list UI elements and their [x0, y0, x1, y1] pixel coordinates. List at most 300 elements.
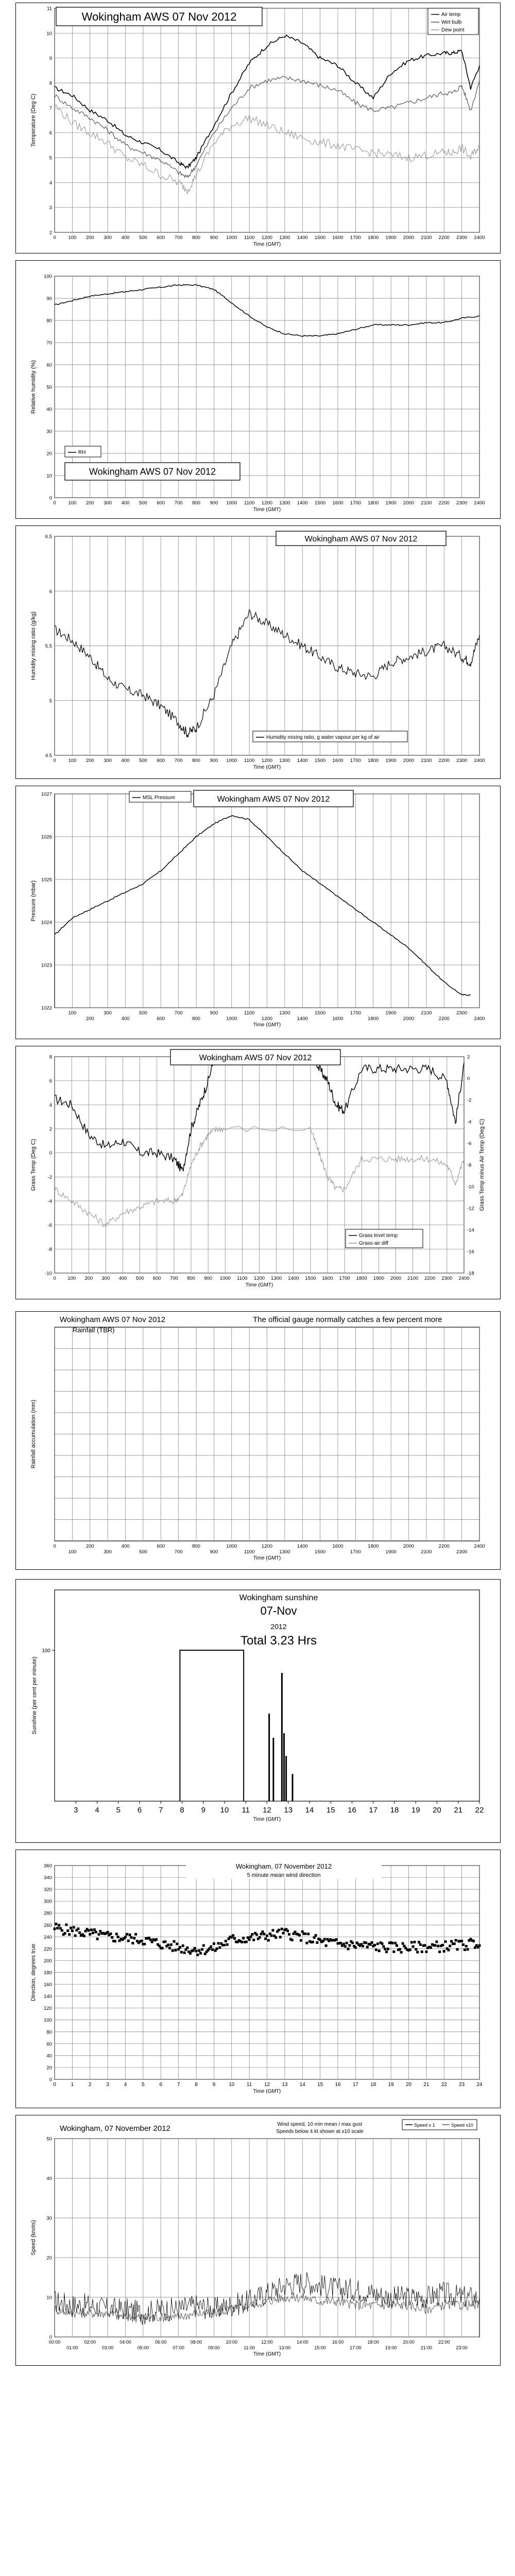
y-tick-label: 1026 — [41, 834, 52, 840]
y-tick-label: 360 — [44, 1863, 52, 1869]
direction-point — [413, 1941, 416, 1943]
x-tick-label: 1400 — [297, 1544, 308, 1549]
direction-point — [179, 1946, 181, 1948]
x-tick-label: 300 — [101, 1276, 110, 1281]
direction-point — [455, 1939, 457, 1942]
direction-point — [307, 1933, 310, 1935]
direction-point — [378, 1950, 381, 1952]
x-tick-label: 1800 — [368, 758, 379, 764]
x-tick-label: 1600 — [332, 1544, 344, 1549]
x-tick-label: 300 — [104, 235, 112, 241]
direction-point — [396, 1944, 398, 1947]
x-tick-label: 1600 — [332, 758, 344, 764]
direction-point — [107, 1931, 109, 1934]
direction-point — [339, 1942, 342, 1944]
y-tick-label: 1023 — [41, 962, 52, 969]
direction-point — [96, 1938, 99, 1940]
x-tick-label: 2300 — [456, 500, 468, 506]
direction-point — [366, 1946, 369, 1948]
x-tick-label: 00:00 — [48, 2340, 61, 2345]
x-tick-label: 10 — [229, 2082, 235, 2088]
x-tick-label: 300 — [104, 758, 112, 764]
direction-point — [472, 1940, 475, 1942]
chart-title: Wokingham AWS 07 Nov 2012 — [217, 794, 330, 804]
y2-tick-label: -2 — [467, 1097, 472, 1104]
direction-point — [217, 1942, 219, 1945]
y-tick-label: -10 — [45, 1270, 52, 1277]
direction-point — [335, 1938, 338, 1941]
x-tick-label: 600 — [152, 1276, 161, 1281]
x-tick-label: 0 — [53, 235, 56, 241]
x-tick-label: 1100 — [244, 500, 255, 506]
direction-point — [261, 1930, 264, 1933]
direction-point — [402, 1942, 404, 1945]
direction-point — [478, 1944, 481, 1947]
y-axis-label: Humidity mixing ratio (g/kg) — [30, 611, 37, 681]
x-tick-label: 1900 — [385, 235, 397, 241]
x-tick-label: 21:00 — [420, 2345, 433, 2350]
x-tick-label: 300 — [104, 1549, 112, 1555]
x-tick-label: 9 — [212, 2082, 216, 2088]
x-tick-label: 12 — [263, 1806, 271, 1815]
direction-point — [344, 1945, 347, 1948]
x-tick-label: 0 — [53, 1544, 56, 1549]
direction-point — [425, 1951, 427, 1953]
y-tick-label: 40 — [46, 406, 52, 413]
y-tick-label: 320 — [44, 1887, 52, 1893]
x-tick-label: 19 — [411, 1806, 420, 1815]
direction-point — [176, 1943, 178, 1945]
y-tick-label: 240 — [44, 1934, 52, 1940]
x-tick-label: 15:00 — [314, 2345, 326, 2350]
y-tick-label: 100 — [44, 2018, 52, 2024]
y-tick-label: 40 — [46, 2176, 52, 2182]
y-tick-label: 5 — [49, 155, 52, 161]
y-tick-label: -2 — [47, 1174, 52, 1180]
y-tick-label: 40 — [46, 2053, 52, 2059]
y-tick-label: 1022 — [41, 1005, 52, 1011]
y-tick-label: 120 — [44, 2006, 52, 2012]
x-tick-label: 17:00 — [350, 2345, 362, 2350]
y-tick-label: 4 — [49, 180, 52, 186]
x-tick-label: 2 — [88, 2082, 92, 2088]
legend-label: Speed x10 — [451, 2123, 474, 2128]
x-tick-label: 100 — [68, 235, 77, 241]
x-tick-label: 13 — [282, 2082, 288, 2088]
y-tick-label: 8 — [49, 1054, 52, 1060]
direction-point — [87, 1929, 90, 1931]
x-tick-label: 1300 — [279, 235, 290, 241]
x-tick-label: 1200 — [261, 758, 273, 764]
x-tick-label: 1000 — [226, 500, 237, 506]
x-tick-label: 02:00 — [84, 2340, 96, 2345]
x-tick-label: 2100 — [421, 500, 432, 506]
legend-label: Wet bulb — [441, 20, 462, 25]
direction-point — [194, 1947, 196, 1950]
x-tick-label: 14:00 — [296, 2340, 308, 2345]
x-tick-label: 500 — [139, 1010, 147, 1016]
x-tick-label: 2300 — [456, 235, 468, 241]
x-tick-label: 2400 — [474, 500, 485, 506]
direction-point — [300, 1939, 302, 1942]
direction-point — [267, 1939, 270, 1942]
x-tick-label: 08:00 — [190, 2340, 202, 2345]
direction-point — [362, 1945, 364, 1947]
direction-point — [323, 1938, 326, 1941]
x-tick-label: 1700 — [350, 235, 361, 241]
direction-point — [450, 1940, 453, 1943]
rainfall-chart — [16, 1312, 500, 1569]
y-tick-label: 300 — [44, 1899, 52, 1905]
x-tick-label: 12:00 — [261, 2340, 273, 2345]
x-tick-label: 2200 — [438, 1016, 450, 1022]
direction-point — [124, 1936, 127, 1938]
direction-point — [412, 1945, 415, 1948]
direction-point — [444, 1940, 447, 1943]
y-tick-label: 100 — [42, 1648, 50, 1654]
direction-point — [134, 1933, 137, 1936]
x-tick-label: 18 — [370, 2082, 376, 2088]
y-tick-label: 4.5 — [45, 753, 52, 759]
direction-point — [54, 1927, 56, 1930]
x-tick-label: 23:00 — [456, 2345, 468, 2350]
x-tick-label: 2400 — [458, 1276, 470, 1281]
direction-point — [111, 1936, 113, 1939]
x-tick-label: 10:00 — [226, 2340, 238, 2345]
x-tick-label: 2100 — [421, 1010, 432, 1016]
x-tick-label: 600 — [157, 235, 165, 241]
x-axis-label: Time (GMT) — [253, 2089, 281, 2094]
y2-tick-label: 2 — [467, 1054, 470, 1060]
x-tick-label: 11 — [242, 1806, 250, 1815]
y2-tick-label: -16 — [467, 1249, 474, 1255]
x-tick-label: 2300 — [456, 1010, 468, 1016]
y-tick-label: 10 — [46, 2295, 52, 2301]
x-tick-label: 500 — [139, 1549, 147, 1555]
chart-title: Wokingham AWS 07 Nov 2012 — [304, 534, 418, 544]
x-tick-label: 19 — [388, 2082, 394, 2088]
legend-label: Dew point — [441, 27, 465, 33]
y2-tick-label: -4 — [467, 1119, 472, 1125]
y-axis-label: Pressure (mbar) — [30, 880, 37, 922]
x-tick-label: 0 — [53, 1276, 56, 1281]
x-tick-label: 10 — [220, 1806, 229, 1815]
direction-point — [347, 1947, 350, 1950]
x-tick-label: 20:00 — [403, 2340, 415, 2345]
y-tick-label: 90 — [46, 296, 52, 302]
x-tick-label: 16 — [335, 2082, 341, 2088]
x-tick-label: 01:00 — [66, 2345, 78, 2350]
y-tick-label: 9 — [49, 56, 52, 62]
x-tick-label: 1300 — [271, 1276, 282, 1281]
y-tick-label: 5.5 — [45, 643, 52, 649]
x-tick-label: 800 — [192, 1544, 200, 1549]
wind-direction-chart — [16, 1850, 500, 2108]
direction-point — [467, 1948, 469, 1951]
x-tick-label: 2000 — [403, 1544, 415, 1549]
y-tick-label: 260 — [44, 1922, 52, 1928]
x-tick-label: 2200 — [438, 1544, 450, 1549]
wind-direction-chart-panel — [15, 1850, 501, 2108]
chart-title: Wokingham AWS 07 Nov 2012 — [60, 1315, 166, 1324]
direction-point — [130, 1936, 132, 1939]
x-tick-label: 800 — [192, 758, 200, 764]
direction-point — [223, 1944, 226, 1946]
wind-speed-chart — [16, 2115, 500, 2365]
x-tick-label: 1200 — [261, 1016, 273, 1022]
x-tick-label: 400 — [121, 500, 130, 506]
x-tick-label: 20 — [405, 2082, 412, 2088]
sunshine-spike — [283, 1733, 285, 1801]
direction-point — [281, 1928, 283, 1930]
sunshine-spike — [272, 1738, 274, 1801]
x-tick-label: 8 — [195, 2082, 198, 2088]
legend-label: Speed x 1 — [414, 2123, 435, 2128]
x-tick-label: 1100 — [244, 758, 255, 764]
y2-tick-label: 0 — [467, 1076, 470, 1082]
direction-point — [115, 1933, 118, 1935]
x-tick-label: 1600 — [332, 235, 344, 241]
x-axis-label: Time (GMT) — [253, 1817, 281, 1822]
direction-point — [73, 1926, 75, 1928]
x-tick-label: 800 — [192, 235, 200, 241]
y-tick-label: 340 — [44, 1875, 52, 1881]
grass-temp-chart — [16, 1046, 500, 1299]
direction-point — [291, 1939, 294, 1941]
direction-point — [286, 1929, 289, 1932]
x-tick-label: 1400 — [297, 235, 308, 241]
x-tick-label: 15 — [326, 1806, 335, 1815]
rainfall-chart-panel — [15, 1311, 501, 1570]
y-tick-label: 60 — [46, 362, 52, 368]
y-tick-label: 0 — [49, 1150, 52, 1157]
direction-point — [95, 1931, 97, 1934]
x-tick-label: 700 — [174, 500, 183, 506]
y-tick-label: 20 — [46, 2255, 52, 2261]
x-axis-label: Time (GMT) — [253, 765, 281, 770]
y2-tick-label: -10 — [467, 1184, 474, 1190]
x-tick-label: 1900 — [385, 758, 397, 764]
direction-point — [312, 1941, 314, 1943]
x-tick-label: 1100 — [244, 235, 255, 241]
x-tick-label: 100 — [67, 1276, 76, 1281]
chart-title: Wokingham AWS 07 Nov 2012 — [89, 466, 216, 477]
x-tick-label: 1000 — [226, 758, 237, 764]
x-tick-label: 1100 — [244, 1549, 255, 1555]
direction-point — [462, 1943, 465, 1946]
y-tick-label: 7 — [49, 105, 52, 111]
direction-point — [71, 1929, 74, 1932]
x-axis-label: Time (GMT) — [253, 1555, 281, 1561]
x-tick-label: 3 — [74, 1806, 78, 1815]
x-tick-label: 600 — [157, 758, 165, 764]
direction-point — [394, 1942, 397, 1944]
y-tick-label: 30 — [46, 2215, 52, 2222]
direction-point — [233, 1937, 236, 1940]
direction-point — [305, 1942, 308, 1944]
x-tick-label: 2200 — [424, 1276, 436, 1281]
x-tick-label: 1200 — [253, 1276, 265, 1281]
chart-subtitle: Wind speed, 10 min mean / max gust — [277, 2122, 363, 2127]
direction-point — [259, 1936, 261, 1939]
direction-point — [64, 1932, 66, 1935]
direction-point — [282, 1932, 285, 1935]
y2-axis-label: Grass Temp minus Air Temp (Deg C) — [479, 1118, 485, 1211]
direction-point — [418, 1941, 420, 1943]
legend-label: RH — [78, 450, 86, 455]
x-tick-label: 0 — [53, 2082, 56, 2088]
y-axis-label: Sunshine (per cent per minute) — [31, 1656, 38, 1735]
x-tick-label: 1800 — [368, 1016, 379, 1022]
direction-point — [202, 1944, 205, 1947]
direction-point — [384, 1947, 386, 1950]
x-tick-label: 600 — [157, 500, 165, 506]
direction-point — [173, 1940, 176, 1943]
x-tick-label: 1300 — [279, 758, 290, 764]
y-tick-label: 2 — [49, 1126, 52, 1132]
y-tick-label: 20 — [46, 2065, 52, 2071]
y-tick-label: -8 — [47, 1246, 52, 1252]
y-tick-label: 1025 — [41, 877, 52, 883]
x-tick-label: 18:00 — [367, 2340, 380, 2345]
pressure-chart — [16, 786, 500, 1039]
direction-point — [65, 1923, 67, 1926]
direction-point — [416, 1951, 419, 1954]
legend-label: MSL Pressure — [143, 795, 175, 801]
x-tick-label: 1200 — [261, 235, 273, 241]
x-tick-label: 3 — [106, 2082, 109, 2088]
direction-point — [400, 1951, 403, 1954]
y-tick-label: 180 — [44, 1970, 52, 1976]
x-tick-label: 1700 — [350, 1549, 361, 1555]
direction-point — [410, 1941, 413, 1944]
direction-point — [255, 1934, 258, 1936]
x-axis-label: Time (GMT) — [253, 2351, 281, 2357]
direction-point — [129, 1934, 131, 1936]
y-axis-label: Rainfall accumulation (mm) — [30, 1399, 37, 1469]
direction-point — [365, 1941, 367, 1944]
x-tick-label: 5 — [116, 1806, 121, 1815]
x-tick-label: 07:00 — [173, 2345, 184, 2350]
direction-point — [55, 1923, 57, 1925]
y-tick-label: 6.5 — [45, 534, 52, 540]
x-tick-label: 400 — [121, 1016, 130, 1022]
direction-point — [316, 1941, 318, 1944]
x-tick-label: 7 — [159, 1806, 163, 1815]
y-tick-label: 80 — [46, 2029, 52, 2036]
y2-tick-label: -12 — [467, 1206, 474, 1212]
direction-point — [251, 1933, 253, 1936]
direction-point — [189, 1952, 192, 1955]
direction-point — [315, 1934, 317, 1937]
direction-point — [89, 1933, 91, 1936]
y-tick-label: 0 — [49, 2077, 52, 2083]
x-tick-label: 4 — [124, 2082, 127, 2088]
x-tick-label: 2200 — [438, 758, 450, 764]
chart-title: Wokingham sunshine — [239, 1594, 318, 1602]
direction-point — [186, 1946, 188, 1949]
x-tick-label: 5 — [142, 2082, 145, 2088]
x-tick-label: 05:00 — [137, 2345, 149, 2350]
direction-point — [127, 1940, 130, 1942]
x-tick-label: 1700 — [350, 1010, 361, 1016]
y2-tick-label: -8 — [467, 1162, 472, 1168]
y-tick-label: 0 — [49, 2334, 52, 2341]
x-tick-label: 4 — [95, 1806, 99, 1815]
x-tick-label: 2000 — [403, 1016, 415, 1022]
x-tick-label: 700 — [174, 235, 183, 241]
x-tick-label: 24 — [476, 2082, 483, 2088]
x-tick-label: 1800 — [368, 1544, 379, 1549]
x-tick-label: 11:00 — [244, 2345, 255, 2350]
x-tick-label: 1500 — [315, 1549, 326, 1555]
x-tick-label: 2200 — [438, 235, 450, 241]
sunshine-spike — [268, 1714, 270, 1801]
x-tick-label: 1600 — [332, 1016, 344, 1022]
x-tick-label: 2400 — [474, 1544, 485, 1549]
direction-point — [164, 1940, 166, 1943]
x-tick-label: 800 — [192, 500, 200, 506]
x-tick-label: 2000 — [390, 1276, 402, 1281]
x-tick-label: 900 — [210, 758, 218, 764]
x-tick-label: 2100 — [421, 235, 432, 241]
direction-point — [174, 1949, 177, 1952]
y-axis-label: Grass Temp (Deg C) — [30, 1139, 37, 1191]
x-tick-label: 2100 — [407, 1276, 419, 1281]
direction-point — [346, 1942, 348, 1944]
x-tick-label: 200 — [85, 758, 94, 764]
sunshine-chart-panel — [15, 1579, 501, 1843]
x-tick-label: 700 — [174, 758, 183, 764]
y-tick-label: 6 — [49, 1078, 52, 1084]
chart-title: Wokingham, 07 November 2012 — [235, 1862, 332, 1870]
direction-point — [211, 1948, 214, 1951]
chart-title: Wokingham, 07 November 2012 — [60, 2124, 170, 2133]
x-tick-label: 200 — [85, 1016, 94, 1022]
x-tick-label: 1300 — [279, 1549, 290, 1555]
direction-point — [421, 1951, 423, 1953]
direction-point — [232, 1934, 234, 1937]
x-tick-label: 2400 — [474, 758, 485, 764]
direction-point — [241, 1941, 243, 1943]
y-tick-label: -4 — [47, 1198, 52, 1205]
y-tick-label: 200 — [44, 1958, 52, 1964]
direction-point — [117, 1936, 119, 1938]
chart-subtitle: Rainfall (TBR) — [73, 1326, 115, 1334]
x-tick-label: 2400 — [474, 235, 485, 241]
y-tick-label: -6 — [47, 1223, 52, 1229]
y-tick-label: 60 — [46, 2041, 52, 2047]
legend-label: Humidity mixing ratio, g water vapour per kg of air — [266, 735, 380, 740]
legend-label: Air temp — [441, 12, 461, 18]
x-tick-label: 1100 — [237, 1276, 248, 1281]
sunshine-spike — [292, 1774, 294, 1801]
direction-point — [195, 1950, 198, 1953]
x-tick-label: 1600 — [322, 1276, 333, 1281]
x-tick-label: 2000 — [403, 758, 415, 764]
x-tick-label: 1500 — [315, 500, 326, 506]
direction-point — [78, 1931, 81, 1934]
x-tick-label: 400 — [121, 235, 130, 241]
x-tick-label: 1600 — [332, 500, 344, 506]
x-tick-label: 22:00 — [438, 2340, 450, 2345]
direction-point — [304, 1933, 306, 1935]
y-tick-label: 10 — [46, 30, 52, 37]
x-tick-label: 1000 — [226, 1016, 237, 1022]
x-tick-label: 500 — [139, 758, 147, 764]
sunshine-spike — [285, 1756, 287, 1801]
pressure-chart-panel — [15, 786, 501, 1039]
